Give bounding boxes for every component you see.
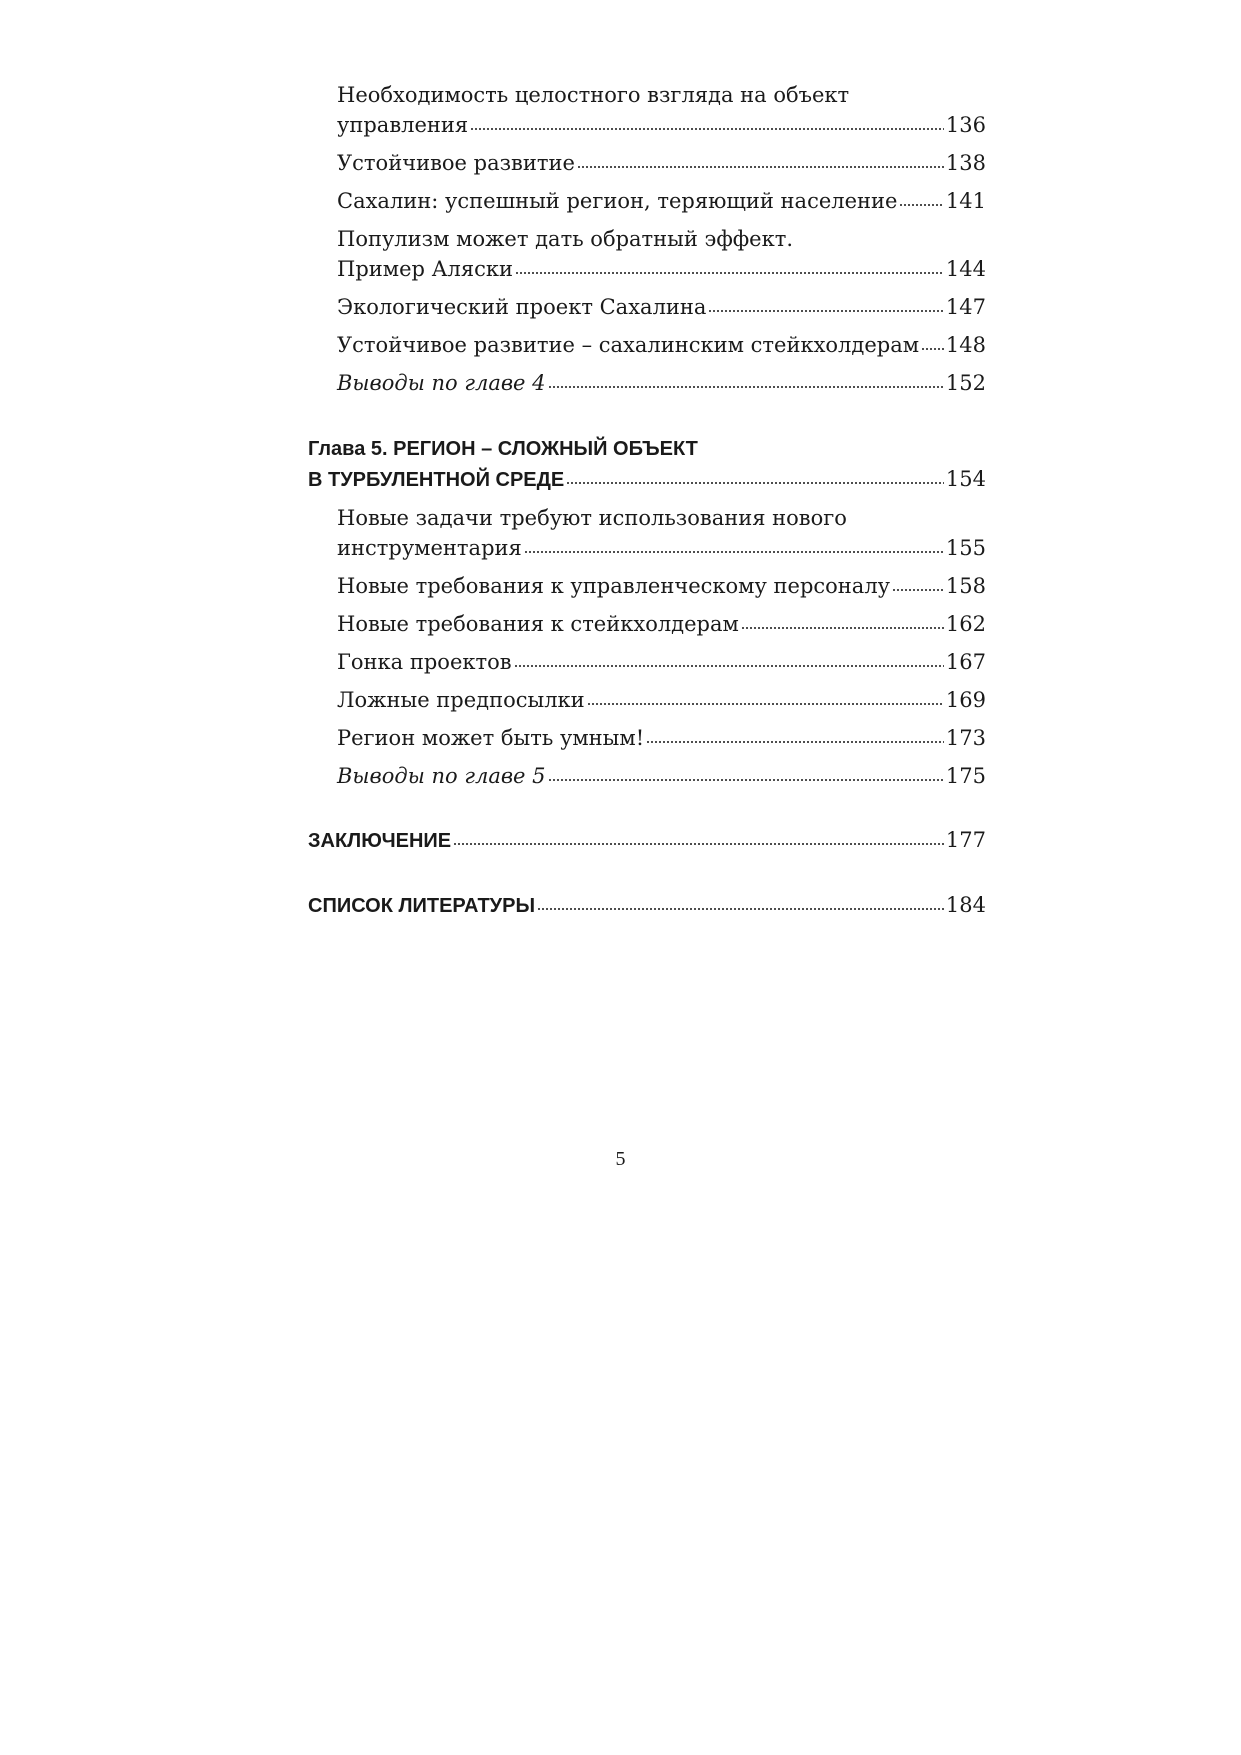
toc-entry-title: Гонка проектов <box>337 650 512 674</box>
toc-entry-title: Устойчивое развитие <box>337 151 575 175</box>
toc-leader-dots <box>587 700 944 706</box>
toc-entry-conclusion[interactable] <box>308 825 986 856</box>
toc-entry-smart-region[interactable] <box>308 723 986 753</box>
toc-entry-title: ЗАКЛЮЧЕНИЕ <box>308 830 452 852</box>
spacer <box>308 799 986 825</box>
toc-entry-page: 155 <box>945 536 986 560</box>
toc-entry-title: Экологический проект Сахалина <box>337 295 707 319</box>
toc-leader-dots <box>892 586 944 592</box>
toc-entry-first-line: Глава 5. РЕГИОН – СЛОЖНЫЙ ОБЪЕКТ <box>308 438 698 460</box>
toc-entry-title: инструментария <box>337 536 522 560</box>
toc-entry-page: 154 <box>945 467 986 491</box>
toc-entry-holistic-view[interactable] <box>308 80 986 140</box>
toc-entry-chapter-5[interactable] <box>308 434 986 495</box>
toc-entry-page: 173 <box>945 726 986 750</box>
toc-entry-populism-alaska[interactable] <box>308 224 986 284</box>
toc-entry-page: 141 <box>945 189 986 213</box>
spacer <box>308 864 986 890</box>
toc-entry-first-line: Популизм может дать обратный эффект. <box>337 227 794 251</box>
toc-entry-page: 167 <box>945 650 986 674</box>
toc-entry-bibliography[interactable] <box>308 890 986 921</box>
toc-leader-dots <box>470 125 944 131</box>
toc-entry-project-race[interactable] <box>308 647 986 677</box>
toc-entry-page: 148 <box>945 333 986 357</box>
toc-entry-first-line: Необходимость целостного взгляда на объект <box>337 83 850 107</box>
toc-entry-page: 162 <box>945 612 986 636</box>
toc-entry-page: 158 <box>945 574 986 598</box>
toc-leader-dots <box>453 840 944 846</box>
toc-entry-page: 144 <box>945 257 986 281</box>
toc-leader-dots <box>646 738 944 744</box>
page-number: 5 <box>615 1148 626 1170</box>
toc-entry-first-line: Новые задачи требуют использования нового <box>337 506 847 530</box>
toc-leader-dots <box>899 201 943 207</box>
toc-entry-page: 152 <box>945 371 986 395</box>
toc-entry-sakhalin-region[interactable] <box>308 186 986 216</box>
spacer <box>308 406 986 434</box>
toc-entry-title: Ложные предпосылки <box>337 688 585 712</box>
toc-entry-stakeholders-development[interactable] <box>308 330 986 360</box>
toc-entry-stakeholder-requirements[interactable] <box>308 609 986 639</box>
toc-entry-sustainable-development[interactable] <box>308 148 986 178</box>
toc-leader-dots <box>921 345 944 351</box>
toc-entry-page: 177 <box>945 828 986 852</box>
toc-entry-page: 175 <box>945 764 986 788</box>
toc-entry-title: управления <box>337 113 469 137</box>
toc-leader-dots <box>515 269 944 275</box>
toc-entry-title: Устойчивое развитие – сахалинским стейкхолдерам <box>337 333 920 357</box>
toc-leader-dots <box>537 905 944 911</box>
toc-leader-dots <box>741 624 944 630</box>
toc-entry-new-tools[interactable] <box>308 503 986 563</box>
toc-entry-false-premises[interactable] <box>308 685 986 715</box>
toc-leader-dots <box>548 383 944 389</box>
toc-entry-title: Выводы по главе 5 <box>337 764 546 788</box>
table-of-contents <box>308 80 986 929</box>
toc-entry-title: Новые требования к стейкхолдерам <box>337 612 739 636</box>
toc-entry-title: Сахалин: успешный регион, теряющий население <box>337 189 898 213</box>
toc-entry-title: Выводы по главе 4 <box>337 371 546 395</box>
toc-entry-page: 138 <box>945 151 986 175</box>
toc-leader-dots <box>524 548 944 554</box>
toc-leader-dots <box>566 479 944 485</box>
toc-entry-page: 184 <box>945 893 986 917</box>
toc-entry-chapter4-conclusions[interactable] <box>308 368 986 398</box>
toc-leader-dots <box>548 776 944 782</box>
toc-entry-management-staff[interactable] <box>308 571 986 601</box>
toc-entry-page: 147 <box>945 295 986 319</box>
toc-entry-title: Регион может быть умным! <box>337 726 645 750</box>
toc-entry-title: Новые требования к управленческому персоналу <box>337 574 891 598</box>
toc-entry-title: Пример Аляски <box>337 257 514 281</box>
toc-leader-dots <box>577 163 944 169</box>
toc-leader-dots <box>514 662 944 668</box>
toc-entry-page: 136 <box>945 113 986 137</box>
toc-entry-ecological-project[interactable] <box>308 292 986 322</box>
toc-entry-page: 169 <box>945 688 986 712</box>
toc-entry-title: СПИСОК ЛИТЕРАТУРЫ <box>308 895 536 917</box>
toc-entry-title: В ТУРБУЛЕНТНОЙ СРЕДЕ <box>308 469 565 491</box>
toc-entry-chapter5-conclusions[interactable] <box>308 761 986 791</box>
toc-leader-dots <box>708 307 943 313</box>
